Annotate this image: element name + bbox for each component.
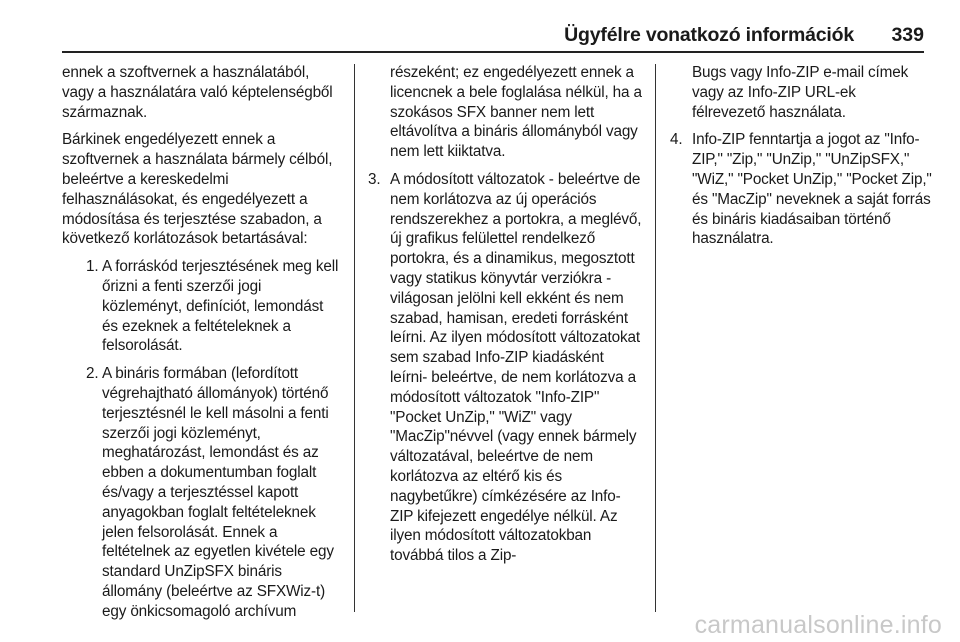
list-item-text: A módosított változatok - beleértve de nem korlátozva az új operációs rendszerekhez a portokra, a meglévő, új grafikus felülettel rendelkező portokra, és a dinamikus, megosztott vagy statikus könyvtár verziókra - világosan jelölni kell ekként és nem szabad, hamisan, eredeti forrásként leírni. Az ilyen módosított változatokat sem szabad Info-ZIP kiadásként leírni- beleértve, de nem korlátozva a módosított változatok "Info-ZIP" "Pocket UnZip," "WiZ" vagy "MacZip"névvel (vagy ennek bármely változatával, beleértve de nem korlátozva az eltérő kis és nagybetűkre) címkézésére az Info-ZIP kifejezett engedélye nélkül. Az ilyen módosított változatokban továbbá tilos a Zip- bbox=[390, 170, 642, 565]
list-item bbox=[62, 364, 342, 621]
paragraph: Bárkinek engedélyezett ennek a szoftvernek a használata bármely célból, beleértve a kereskedelmi felhasználásokat, és engedélyezett a módosítása és terjesztése szabadon, a következő korlátozások betartásával: bbox=[62, 131, 333, 248]
list-item-number: 1. bbox=[86, 258, 99, 276]
list-item-continuation: Bugs vagy Info-ZIP e-mail címek vagy az Info-ZIP URL-ek félrevezető használata. bbox=[692, 64, 909, 121]
list-item bbox=[670, 130, 932, 249]
page-number: 339 bbox=[891, 24, 924, 46]
list-item bbox=[62, 257, 342, 356]
page-title: Ügyfélre vonatkozó információk bbox=[564, 24, 854, 46]
column-divider bbox=[354, 64, 355, 612]
paragraph: ennek a szoftvernek a használatából, vagy a használatára való képtelenségből származnak. bbox=[62, 64, 333, 121]
list-item-number: 3. bbox=[368, 170, 381, 188]
list-item-continuation: részeként; ez engedélyezett ennek a licencnek a bele foglalása nélkül, ha a szokásos SFX banner nem lett eltávolítva a bináris állományból vagy nem lett kiiktatva. bbox=[390, 64, 642, 161]
list-item-number: 4. bbox=[670, 131, 683, 149]
list-item bbox=[368, 170, 643, 566]
header-divider bbox=[62, 51, 924, 53]
list-item-text: A bináris formában (lefordított végrehajtható állományok) történő terjesztésnél le kell másolni a fenti szerzői jogi közleményt, meghatározást, lemondást és az ebben a dokumentumban foglalt és/vagy a terjesztéssel kapott anyagokban foglalt feltételeknek jelen felsorolását. Ennek a feltételnek az egyetlen kivétele egy standard UnZipSFX bináris állomány (beleértve az SFXWiz-t) egy önkicsomagoló archívum bbox=[102, 365, 334, 620]
list-item-text: A forráskód terjesztésének meg kell őrizni a fenti szerzői jogi közleményt, definíciót, lemondást és ezeknek a feltételeknek a felsorolását. bbox=[102, 258, 339, 355]
list-item-text: Info-ZIP fenntartja a jogot az "Info-ZIP," "Zip," "UnZip," "UnZipSFX," "WiZ," "Pocket UnZip," "Pocket Zip," és "MacZip" neveknek a saját forrás és bináris kiadásaiban történő használatra. bbox=[692, 131, 932, 248]
page-header bbox=[62, 0, 924, 52]
text-column-3 bbox=[670, 63, 932, 257]
text-column-1 bbox=[62, 63, 342, 630]
column-divider bbox=[655, 64, 656, 612]
text-column-2 bbox=[368, 63, 643, 574]
watermark: carmanualsonline.info bbox=[694, 611, 942, 639]
list-item-number: 2. bbox=[86, 365, 99, 383]
